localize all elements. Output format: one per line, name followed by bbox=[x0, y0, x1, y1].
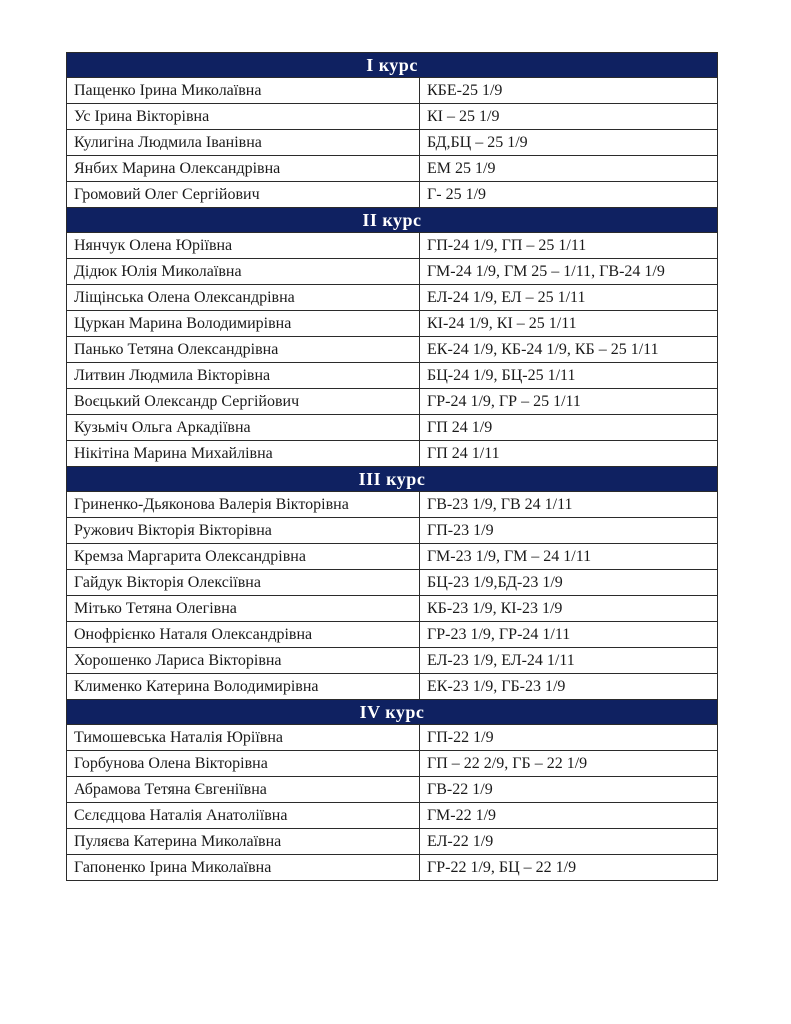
table-row bbox=[67, 622, 718, 648]
group-codes-cell: БЦ-23 1/9,БД-23 1/9 bbox=[420, 570, 718, 596]
table-row bbox=[67, 596, 718, 622]
table-row bbox=[67, 285, 718, 311]
table-row bbox=[67, 751, 718, 777]
table-row bbox=[67, 441, 718, 467]
group-codes-cell: ГВ-22 1/9 bbox=[420, 777, 718, 803]
teacher-name-cell: Ліщінська Олена Олександрівна bbox=[67, 285, 420, 311]
teacher-name-cell: Литвин Людмила Вікторівна bbox=[67, 363, 420, 389]
course-header: ІІІ курс bbox=[67, 467, 718, 492]
group-codes-cell: ГР-22 1/9, БЦ – 22 1/9 bbox=[420, 855, 718, 881]
teacher-name-cell: Сєлєдцова Наталія Анатоліївна bbox=[67, 803, 420, 829]
table-row bbox=[67, 855, 718, 881]
group-codes-cell: ЕЛ-23 1/9, ЕЛ-24 1/11 bbox=[420, 648, 718, 674]
group-codes-cell: ГП – 22 2/9, ГБ – 22 1/9 bbox=[420, 751, 718, 777]
table-row bbox=[67, 156, 718, 182]
group-codes-cell: ЕЛ-24 1/9, ЕЛ – 25 1/11 bbox=[420, 285, 718, 311]
group-codes-cell: КБЕ-25 1/9 bbox=[420, 78, 718, 104]
teacher-name-cell: Клименко Катерина Володимирівна bbox=[67, 674, 420, 700]
schedule-table-body bbox=[67, 53, 718, 881]
group-codes-cell: ЕК-23 1/9, ГБ-23 1/9 bbox=[420, 674, 718, 700]
table-row bbox=[67, 829, 718, 855]
table-row bbox=[67, 777, 718, 803]
group-codes-cell: ЕМ 25 1/9 bbox=[420, 156, 718, 182]
group-codes-cell: ЕК-24 1/9, КБ-24 1/9, КБ – 25 1/11 bbox=[420, 337, 718, 363]
table-row bbox=[67, 337, 718, 363]
teacher-name-cell: Тимошевська Наталія Юріївна bbox=[67, 725, 420, 751]
group-codes-cell: БЦ-24 1/9, БЦ-25 1/11 bbox=[420, 363, 718, 389]
course-header: ІІ курс bbox=[67, 208, 718, 233]
teacher-name-cell: Кулигіна Людмила Іванівна bbox=[67, 130, 420, 156]
table-row bbox=[67, 648, 718, 674]
teacher-name-cell: Воєцький Олександр Сергійович bbox=[67, 389, 420, 415]
group-codes-cell: КІ – 25 1/9 bbox=[420, 104, 718, 130]
group-codes-cell: ГП 24 1/9 bbox=[420, 415, 718, 441]
table-row bbox=[67, 311, 718, 337]
group-codes-cell: ГР-23 1/9, ГР-24 1/11 bbox=[420, 622, 718, 648]
teacher-name-cell: Нікітіна Марина Михайлівна bbox=[67, 441, 420, 467]
group-codes-cell: Г- 25 1/9 bbox=[420, 182, 718, 208]
teacher-name-cell: Ружович Вікторія Вікторівна bbox=[67, 518, 420, 544]
teacher-name-cell: Пуляєва Катерина Миколаївна bbox=[67, 829, 420, 855]
group-codes-cell: ГМ-23 1/9, ГМ – 24 1/11 bbox=[420, 544, 718, 570]
teacher-name-cell: Кузьміч Ольга Аркадіївна bbox=[67, 415, 420, 441]
teacher-name-cell: Янбих Марина Олександрівна bbox=[67, 156, 420, 182]
group-codes-cell: ГП-22 1/9 bbox=[420, 725, 718, 751]
teacher-name-cell: Гриненко-Дьяконова Валерія Вікторівна bbox=[67, 492, 420, 518]
group-codes-cell: ГР-24 1/9, ГР – 25 1/11 bbox=[420, 389, 718, 415]
table-row bbox=[67, 518, 718, 544]
table-row bbox=[67, 415, 718, 441]
table-row bbox=[67, 570, 718, 596]
teacher-name-cell: Абрамова Тетяна Євгеніївна bbox=[67, 777, 420, 803]
group-codes-cell: КІ-24 1/9, КІ – 25 1/11 bbox=[420, 311, 718, 337]
table-row bbox=[67, 78, 718, 104]
teacher-name-cell: Хорошенко Лариса Вікторівна bbox=[67, 648, 420, 674]
group-codes-cell: ГМ-22 1/9 bbox=[420, 803, 718, 829]
table-row bbox=[67, 363, 718, 389]
teacher-name-cell: Мітько Тетяна Олегівна bbox=[67, 596, 420, 622]
teacher-name-cell: Пащенко Ірина Миколаївна bbox=[67, 78, 420, 104]
teacher-name-cell: Горбунова Олена Вікторівна bbox=[67, 751, 420, 777]
teacher-name-cell: Онофрієнко Наталя Олександрівна bbox=[67, 622, 420, 648]
table-row bbox=[67, 259, 718, 285]
group-codes-cell: ГМ-24 1/9, ГМ 25 – 1/11, ГВ-24 1/9 bbox=[420, 259, 718, 285]
course-schedule-table bbox=[66, 52, 718, 881]
teacher-name-cell: Панько Тетяна Олександрівна bbox=[67, 337, 420, 363]
table-row bbox=[67, 389, 718, 415]
table-row bbox=[67, 182, 718, 208]
course-header: І курс bbox=[67, 53, 718, 78]
course-header-row bbox=[67, 700, 718, 725]
table-row bbox=[67, 233, 718, 259]
group-codes-cell: ЕЛ-22 1/9 bbox=[420, 829, 718, 855]
group-codes-cell: БД,БЦ – 25 1/9 bbox=[420, 130, 718, 156]
group-codes-cell: КБ-23 1/9, КІ-23 1/9 bbox=[420, 596, 718, 622]
teacher-name-cell: Нянчук Олена Юріївна bbox=[67, 233, 420, 259]
table-row bbox=[67, 492, 718, 518]
table-row bbox=[67, 803, 718, 829]
teacher-name-cell: Ус Ірина Вікторівна bbox=[67, 104, 420, 130]
course-header: IV курс bbox=[67, 700, 718, 725]
teacher-name-cell: Дідюк Юлія Миколаївна bbox=[67, 259, 420, 285]
table-row bbox=[67, 130, 718, 156]
table-row bbox=[67, 544, 718, 570]
teacher-name-cell: Громовий Олег Сергійович bbox=[67, 182, 420, 208]
group-codes-cell: ГП 24 1/11 bbox=[420, 441, 718, 467]
teacher-name-cell: Гапоненко Ірина Миколаївна bbox=[67, 855, 420, 881]
group-codes-cell: ГП-24 1/9, ГП – 25 1/11 bbox=[420, 233, 718, 259]
course-header-row bbox=[67, 208, 718, 233]
table-row bbox=[67, 104, 718, 130]
course-header-row bbox=[67, 53, 718, 78]
table-row bbox=[67, 674, 718, 700]
teacher-name-cell: Цуркан Марина Володимирівна bbox=[67, 311, 420, 337]
group-codes-cell: ГВ-23 1/9, ГВ 24 1/11 bbox=[420, 492, 718, 518]
course-header-row bbox=[67, 467, 718, 492]
table-row bbox=[67, 725, 718, 751]
teacher-name-cell: Гайдук Вікторія Олексіївна bbox=[67, 570, 420, 596]
teacher-name-cell: Кремза Маргарита Олександрівна bbox=[67, 544, 420, 570]
group-codes-cell: ГП-23 1/9 bbox=[420, 518, 718, 544]
